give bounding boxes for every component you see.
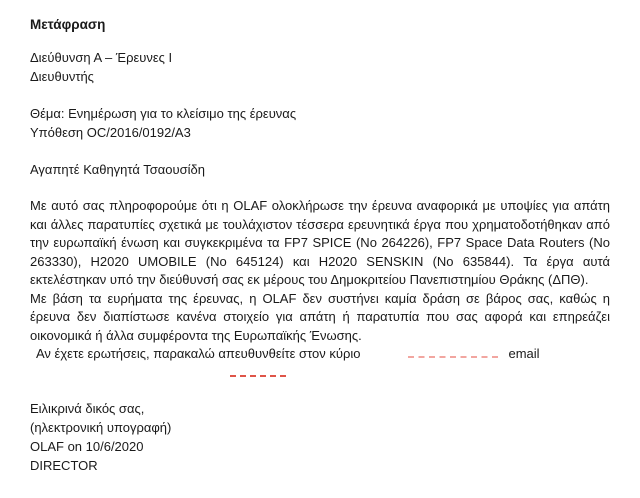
director-line: Διευθυντής	[30, 69, 94, 84]
subject-line: Θέμα: Ενημέρωση για το κλείσιμο της έρευνας	[30, 106, 297, 121]
letter-body	[30, 197, 610, 382]
sender-block	[30, 48, 610, 86]
body-paragraph-2: Με βάση τα ευρήματα της έρευνας, η OLAF δεν συστήνει καμία δράση σε βάρος σας, καθώς η έρευνα δεν διαπίστωσε κανένα στοιχείο για απάτη ή παρατυπία που σας αφορά και επηρεάζει οικονομικά ή άλλα συμφέροντα της Ευρωπαϊκής Ένωσης.	[30, 290, 610, 343]
signature-note: (ηλεκτρονική υπογραφή)	[30, 420, 172, 435]
salutation: Αγαπητέ Καθηγητά Τσαουσίδη	[30, 162, 206, 177]
directorate-line: Διεύθυνση Α – Έρευνες Ι	[30, 50, 173, 65]
date-line: OLAF on 10/6/2020	[30, 439, 144, 454]
email-label: email	[508, 346, 540, 361]
signer-title: DIRECTOR	[30, 458, 98, 473]
salutation-block	[30, 160, 610, 179]
contact-line-text: Αν έχετε ερωτήσεις, παρακαλώ απευθυνθείτε στον κύριο	[36, 346, 361, 361]
contact-line	[30, 345, 610, 364]
redacted-email-line	[30, 364, 610, 383]
closing-block	[30, 399, 610, 475]
document-title: Μετάφραση	[30, 17, 106, 32]
body-paragraph-1: Με αυτό σας πληροφορούμε ότι η OLAF ολοκλήρωσε την έρευνα αναφορικά με υποψίες για απάτη και άλλες παρατυπίες σχετικά με τουλάχιστον τέσσερα ερευνητικά έργα που χρηματοδοτήθηκαν από την ευρωπαϊκή ένωση και συγκεκριμένα τα FP7 SPICE (No 264226), FP7 Space Data Routers (No 263330), H2020 UMOBILE (No 645124) και H2020 SENSKIN (No 635844). Τα έργα αυτά εκτελέστηκαν υπό την διεύθυνσή σας εκ μέρους του Δημοκριτείου Πανεπιστημίου Θράκης (ΔΠΘ).	[30, 198, 610, 287]
redacted-email	[230, 364, 286, 377]
subject-block	[30, 104, 610, 142]
case-number-line: Υπόθεση OC/2016/0192/A3	[30, 125, 191, 140]
redacted-name	[408, 345, 498, 358]
closing-line: Ειλικρινά δικός σας,	[30, 401, 145, 416]
